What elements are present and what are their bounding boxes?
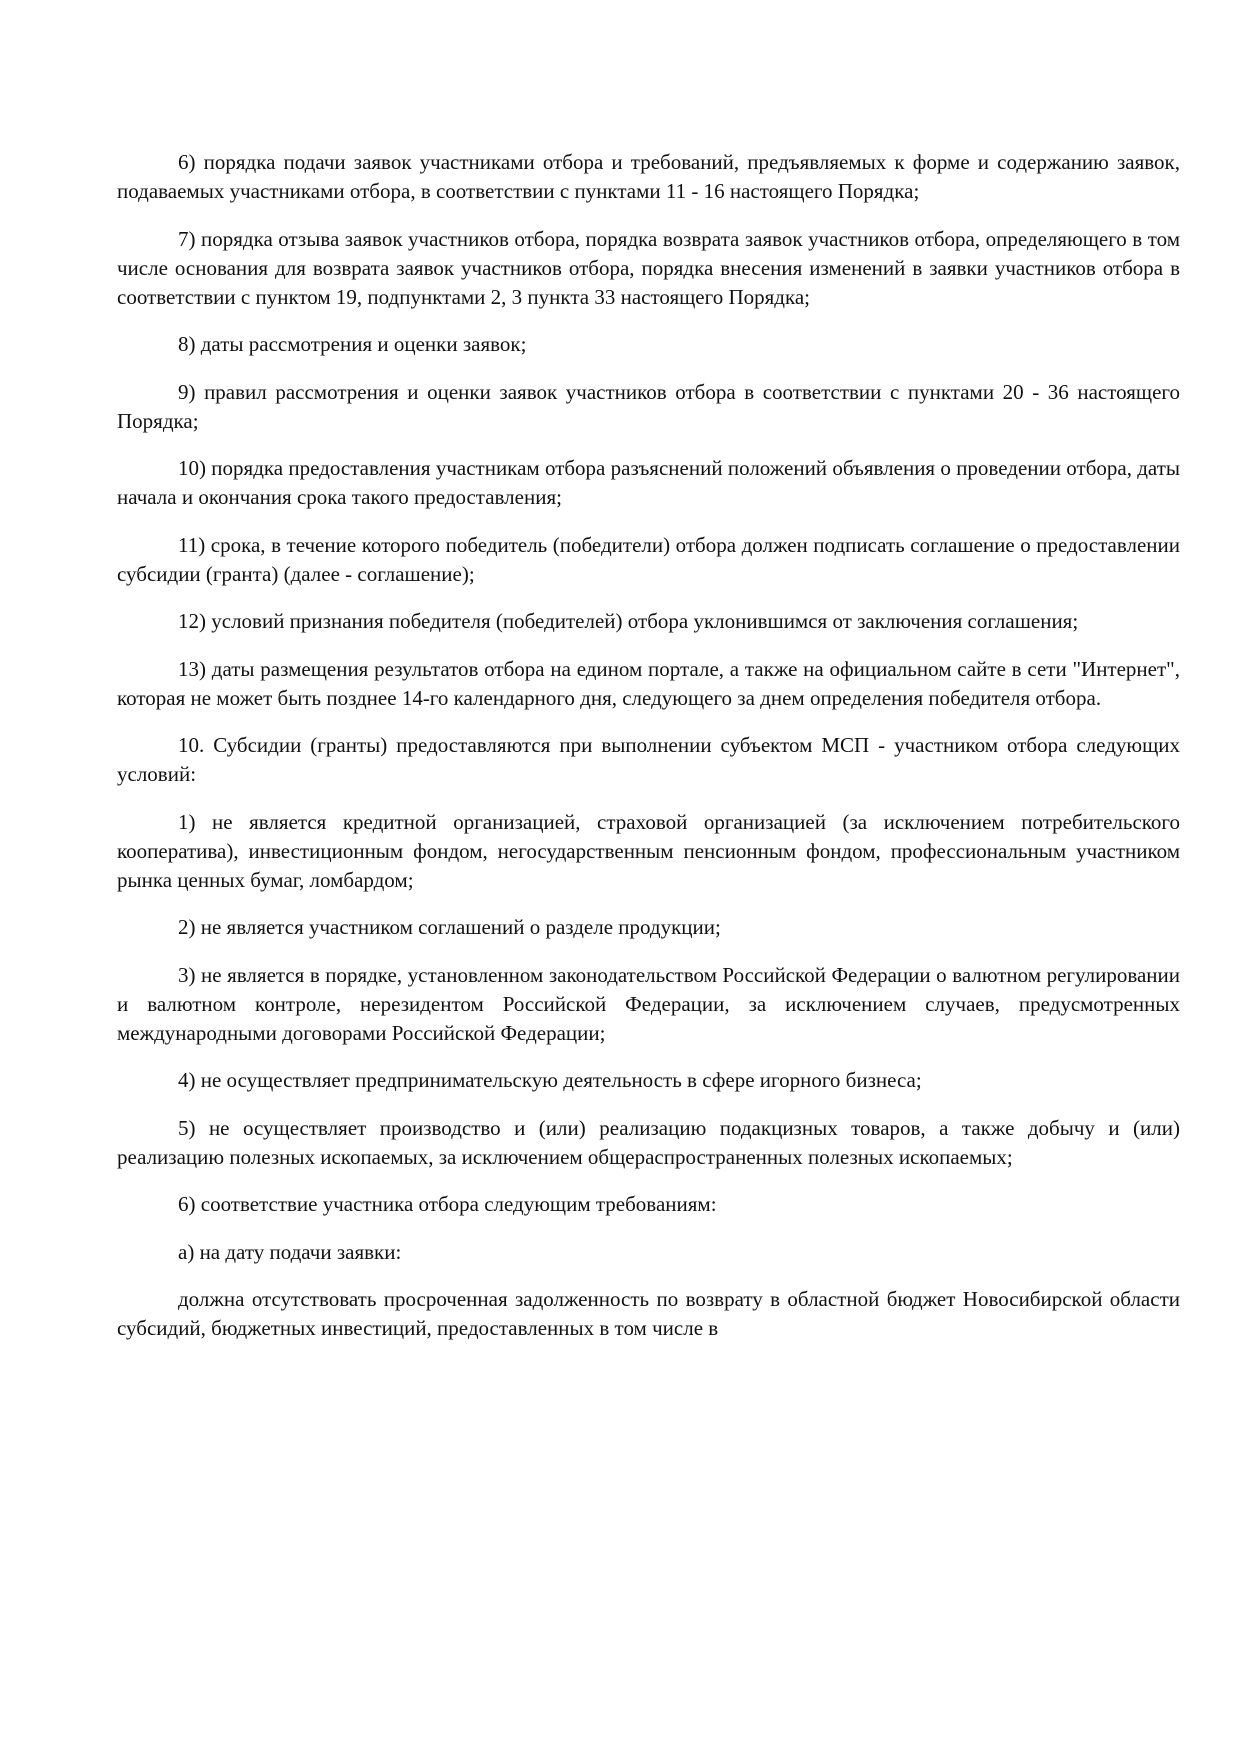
- paragraph: 12) условий признания победителя (победителей) отбора уклонившимся от заключения соглашения;: [178, 609, 1079, 633]
- document-page: [117, 148, 1180, 1362]
- paragraph: 10) порядка предоставления участникам отбора разъяснений положений объявления о проведении отбора, даты начала и окончания срока такого предоставления;: [117, 456, 1180, 509]
- paragraph: 3) не является в порядке, установленном законодательством Российской Федерации о валютном регулировании и валютном контроле, нерезидентом Российской Федерации, за исключением случаев, предусмотренных международными договорами Российской Федерации;: [117, 962, 1180, 1045]
- paragraph: а) на дату подачи заявки:: [178, 1239, 402, 1264]
- paragraph: 8) даты рассмотрения и оценки заявок;: [178, 332, 527, 356]
- paragraph: 6) порядка подачи заявок участниками отбора и требований, предъявляемых к форме и содержанию заявок, подаваемых участниками отбора, в соответствии с пунктами 11 - 16 настоящего Порядка;: [117, 150, 1180, 203]
- paragraph: должна отсутствовать просроченная задолженность по возврату в областной бюджет Новосибирской области субсидий, бюджетных инвестиций, предоставленных в том числе в: [117, 1287, 1180, 1340]
- paragraph: 5) не осуществляет производство и (или) реализацию подакцизных товаров, а также добычу и (или) реализацию полезных ископаемых, за исключением общераспространенных полезных ископаемых;: [117, 1115, 1180, 1169]
- paragraph: 2) не является участником соглашений о разделе продукции;: [178, 915, 721, 939]
- paragraph: 1) не является кредитной организацией, страховой организацией (за исключением потребительского кооператива), инвестиционным фондом, негосударственным пенсионным фондом, профессиональным участником рынка ценных бумаг, ломбардом;: [117, 809, 1180, 892]
- paragraph: 6) соответствие участника отбора следующим требованиям:: [178, 1192, 717, 1216]
- paragraph: 11) срока, в течение которого победитель (победители) отбора должен подписать соглашение о предоставлении субсидии (гранта) (далее - соглашение);: [117, 532, 1180, 586]
- paragraph: 10. Субсидии (гранты) предоставляются при выполнении субъектом МСП - участником отбора следующих условий:: [117, 733, 1180, 786]
- paragraph: 13) даты размещения результатов отбора на едином портале, а также на официальном сайте в сети "Интернет", которая не может быть позднее 14-го календарного дня, следующего за днем определения победителя отбора.: [117, 656, 1180, 710]
- paragraph: 9) правил рассмотрения и оценки заявок участников отбора в соответствии с пунктами 20 - 36 настоящего Порядка;: [117, 379, 1180, 433]
- paragraph: 4) не осуществляет предпринимательскую деятельность в сфере игорного бизнеса;: [178, 1068, 922, 1092]
- paragraph: 7) порядка отзыва заявок участников отбора, порядка возврата заявок участников отбора, определяющего в том числе основания для возврата заявок участников отбора, порядка внесения изменений в заявки участников отбора в соответствии с пунктом 19, подпунктами 2, 3 пункта 33 настоящего Порядка;: [117, 226, 1180, 309]
